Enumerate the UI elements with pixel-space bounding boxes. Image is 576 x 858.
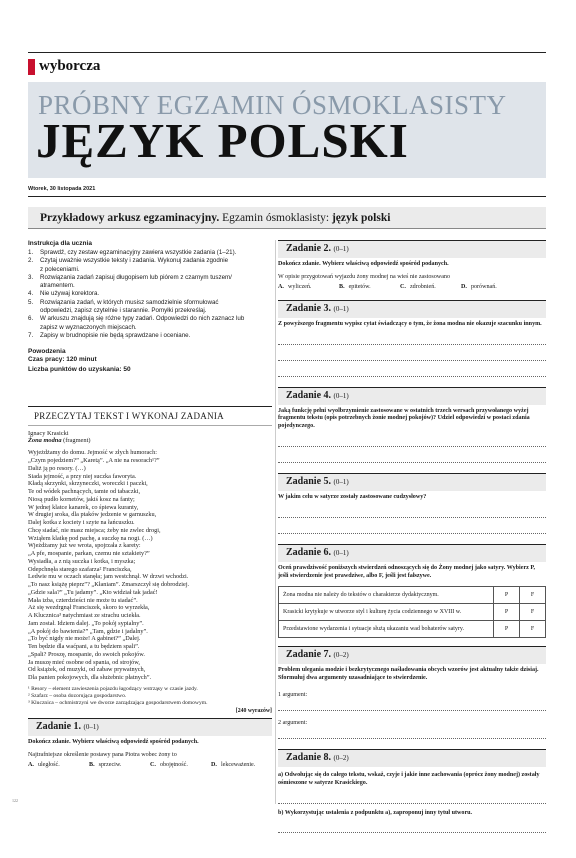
instruction-text: atramentem. bbox=[40, 282, 75, 290]
task-8 bbox=[278, 749, 546, 833]
false-option[interactable]: F bbox=[520, 604, 546, 621]
answer-line[interactable] bbox=[278, 335, 546, 345]
poem-line: Ja muszę mieć osobne od spania, od strojów, bbox=[28, 658, 140, 666]
answer-line[interactable] bbox=[278, 453, 546, 463]
true-false-table bbox=[278, 586, 546, 638]
answer-line[interactable] bbox=[278, 351, 546, 361]
statement-row bbox=[279, 621, 546, 638]
poem-line: Ledwie mu w oczach stanęła; jam westchnął. W drzwi wchodzi. bbox=[28, 573, 189, 581]
task-6 bbox=[278, 544, 546, 639]
instruction-item bbox=[28, 249, 272, 257]
task-5 bbox=[278, 473, 546, 534]
issue-date: Wtorek, 30 listopada 2021 bbox=[28, 186, 96, 192]
option-letter: C. bbox=[150, 762, 156, 769]
true-option[interactable]: P bbox=[494, 604, 520, 621]
instruction-text: Nie używaj korektora. bbox=[40, 290, 100, 298]
banner-title: JĘZYK POLSKI bbox=[36, 113, 409, 168]
instruction-item bbox=[28, 332, 272, 340]
poem-line: Dalej kotka z kociety i szyte na łańcuszku. bbox=[28, 519, 135, 527]
task-7 bbox=[278, 646, 546, 739]
instructions-list bbox=[28, 249, 272, 340]
task-8-heading bbox=[278, 749, 546, 767]
false-option[interactable]: F bbox=[520, 621, 546, 638]
task-6-question: Oceń prawdziwość poniższych stwierdzeń odnoszących się do Żony modnej jako satyry. Wybierz P, jeśli stwierdzenie jest prawdziwe, albo F, jeśli jest fałszywe. bbox=[278, 564, 536, 579]
page-number: 122 bbox=[12, 798, 18, 803]
task-2-points: (0–1) bbox=[333, 245, 349, 253]
option-letter: A. bbox=[278, 283, 284, 290]
poem-line: „To nasz książę pieprz”? „Kłaniam”. Zmarszczył się dobrodziej. bbox=[28, 581, 190, 589]
option-text: wyliczeń. bbox=[287, 283, 312, 290]
exam-header-bold: Przykładowy arkusz egzaminacyjny. bbox=[40, 212, 220, 224]
task-7-question: Problem ulegania modzie i bezkrytycznego naśladowania obcych wzorów jest aktualny także dzisiaj. Sformułuj dwa argumenty uzasadniające to stwierdzenie. bbox=[278, 667, 539, 682]
instruction-item bbox=[28, 315, 272, 323]
instruction-number: 1. bbox=[28, 249, 34, 256]
poem-line: W drugiej sroka, dla ptaków jedzenie w garnuszku, bbox=[28, 511, 157, 519]
task-2-options bbox=[278, 284, 546, 290]
instruction-item bbox=[28, 274, 272, 282]
statement-row bbox=[279, 587, 546, 604]
poem-line: „A pfe, mospanie, parkan, czemu nie sztakiety?” bbox=[28, 550, 150, 558]
task-6-heading bbox=[278, 544, 546, 562]
option-text: lekceważenie. bbox=[220, 762, 256, 769]
poem-line: „Spali? Proszę, mospanie, do swoich pokojów. bbox=[28, 650, 145, 658]
work-title-fragment: (fragment) bbox=[61, 437, 91, 445]
poem-line: W jednej klatce kanarek, co śpiewa kuranty, bbox=[28, 503, 139, 511]
poem-text bbox=[28, 449, 272, 682]
instruction-number: 2. bbox=[28, 257, 34, 265]
task-6-label: Zadanie 6. bbox=[286, 546, 332, 558]
task-1-options bbox=[28, 762, 272, 768]
right-column bbox=[278, 240, 546, 833]
option-text: sprzeciw. bbox=[98, 762, 122, 769]
poem-line: Te od wódek pachnących, tamte od tabaczki, bbox=[28, 488, 141, 496]
answer-option[interactable] bbox=[211, 762, 272, 768]
footnote: ² Szafarz – osoba dozorująca gospodarstwo. bbox=[28, 692, 127, 699]
brand-mark bbox=[28, 59, 35, 75]
poem-line: „Czym pojedziem?” „Karetą”. „A nie na resorach¹?” bbox=[28, 457, 160, 465]
instruction-text: odpowiedzi, zapisz czytelnie i starannie. Pomyłki przekreślaj. bbox=[40, 307, 207, 315]
poem-line: Chcę siadać, nie masz miejsca; żeby nie zwlec drogi, bbox=[28, 526, 161, 534]
read-text-heading: PRZECZYTAJ TEKST I WYKONAJ ZADANIA bbox=[28, 406, 272, 426]
poem-line: Jam został. Idziem dalej. „To pokój sypialny”. bbox=[28, 619, 144, 627]
poem-line: Odepchnęła starego szafarza² Franciszka, bbox=[28, 565, 132, 573]
instruction-item bbox=[28, 290, 272, 298]
footnote: ³ Klucznica – ochmistrzyni we dworze zarządzająca gospodarstwem domowym. bbox=[28, 700, 208, 707]
answer-option[interactable] bbox=[400, 284, 461, 290]
instruction-number bbox=[28, 266, 36, 274]
instruction-text: Sprawdź, czy zestaw egzaminacyjny zawiera wszystkie zadania (1–21). bbox=[40, 249, 237, 256]
statement-row bbox=[279, 604, 546, 621]
poem-line: Niosą pudło kornetów, jakiś kosz na fanty; bbox=[28, 495, 135, 503]
task-3-question: Z powyższego fragmentu wypisz cytat świadczący o tym, że żona modna nie okazuje szacunku innym. bbox=[278, 320, 542, 327]
option-text: zdrobnień. bbox=[409, 283, 436, 290]
banner-subtitle: PRÓBNY EGZAMIN ÓSMOKLASISTY bbox=[38, 90, 507, 120]
poem-line: Ten będzie dla waćpani, a tu będziem spali”. bbox=[28, 643, 140, 651]
task-7-points: (0–2) bbox=[333, 651, 349, 660]
task-4 bbox=[278, 387, 546, 463]
top-rule bbox=[28, 52, 546, 53]
exam-header-subject: język polski bbox=[331, 212, 391, 224]
answer-line[interactable] bbox=[278, 701, 546, 711]
instruction-number bbox=[28, 282, 36, 290]
task-1-heading bbox=[28, 718, 272, 736]
option-text: porównań. bbox=[470, 283, 497, 290]
false-option[interactable]: F bbox=[520, 587, 546, 604]
statement-text: Krasicki krytykuje w utworze styl i kulturę życia codziennego w XVIII w. bbox=[279, 604, 494, 621]
left-column bbox=[28, 240, 272, 768]
poem-line: „Gdzie sala?” „Tu jadamy”. „Kto widział tak jadać! bbox=[28, 588, 158, 596]
poem-line: Siada jejmość, a przy niej suczka faworyta. bbox=[28, 472, 137, 480]
poem-line: Wziąłem klatkę pod pachę, a suczkę na nogi. (…) bbox=[28, 534, 153, 542]
answer-option[interactable] bbox=[339, 284, 400, 290]
task-8-part-a: a) Odwołując się do całego tekstu, wskaż, czyje i jakie inne zachowania (oprócz żony modnej) zostały ośmieszone w satyrze Krasickiego. bbox=[278, 771, 540, 786]
column-divider bbox=[275, 240, 276, 804]
task-5-label: Zadanie 5. bbox=[286, 475, 332, 487]
task-2-question: Dokończ zdanie. Wybierz właściwą odpowiedź spośród podanych. bbox=[278, 261, 449, 267]
task-1-question: Dokończ zdanie. Wybierz właściwą odpowiedź spośród podanych. bbox=[28, 739, 199, 746]
instruction-number: 5. bbox=[28, 298, 34, 306]
task-7-label: Zadanie 7. bbox=[286, 649, 332, 661]
option-letter: B. bbox=[339, 283, 345, 290]
option-letter: B. bbox=[89, 762, 95, 769]
task-5-heading bbox=[278, 473, 546, 491]
footnote: ¹ Resory – element zawieszenia pojazdu łagodzący wstrząsy w czasie jazdy. bbox=[28, 685, 198, 692]
instruction-text: Rozwiązania zadań, w których musisz samodzielnie sformułować bbox=[40, 298, 219, 306]
statement-text: Żona modna nie należy do tekstów o charakterze dydaktycznym. bbox=[279, 587, 494, 604]
answer-line[interactable] bbox=[278, 437, 546, 447]
task-8-points: (0–2) bbox=[333, 753, 349, 762]
instruction-text: W arkuszu znajdują się różne typy zadań. Odpowiedzi do nich zaznacz lub bbox=[40, 315, 245, 323]
poem-line: Kładą skrzynki, skrzyneczki, woreczki i paczki, bbox=[28, 480, 148, 488]
answer-option[interactable] bbox=[28, 762, 89, 768]
task-1-text: Najtrafniejsze określenie postawy pana Piotra wobec żony to bbox=[28, 752, 177, 759]
answer-option[interactable] bbox=[461, 284, 522, 290]
answer-option[interactable] bbox=[150, 762, 211, 768]
task-8-part-b: b) Wykorzystując ustalenia z podpunktu a), zaproponuj inny tytuł utworu. bbox=[278, 809, 473, 816]
task-3 bbox=[278, 300, 546, 377]
task-4-question: Jaką funkcję pełni wyolbrzymienie zastosowane w ostatnich trzech wersach przywołanego wyżej fragmentu tekstu (opis potrzebnych żonie modnej pokojów)? Udziel odpowiedzi w postaci zdania pojedynczego. bbox=[278, 407, 530, 430]
answer-option[interactable] bbox=[278, 284, 339, 290]
task-1-label: Zadanie 1. bbox=[36, 721, 82, 733]
poem-line: „A pokój do bawienia?” „Tam, gdzie i jadalny”. bbox=[28, 627, 148, 635]
answer-option[interactable] bbox=[89, 762, 150, 768]
task-8-label: Zadanie 8. bbox=[286, 751, 332, 763]
instruction-text: Rozwiązania zadań zapisuj długopisem lub piórem z czarnym tuszem/ bbox=[40, 273, 232, 281]
brand-name: wyborcza bbox=[39, 58, 101, 74]
work-title bbox=[28, 437, 272, 444]
option-letter: A. bbox=[28, 762, 34, 769]
poem-line: A Klucznica³ natychmiast ze strachu uciekła. bbox=[28, 612, 141, 620]
task-5-question: W jakim celu w satyrze zostały zastosowane cudzysłowy? bbox=[278, 493, 427, 500]
task-3-label: Zadanie 3. bbox=[286, 302, 332, 314]
instruction-item bbox=[28, 266, 272, 274]
answer-line[interactable] bbox=[278, 508, 546, 518]
poem-line: Wjeżdżamy już we wrota, spojrzała z karety: bbox=[28, 542, 141, 550]
task-5-points: (0–1) bbox=[333, 477, 349, 486]
option-text: epitetów. bbox=[348, 283, 371, 290]
instruction-text: Zapisy w brudnopisie nie będą sprawdzane i oceniane. bbox=[40, 331, 191, 339]
task-2-heading bbox=[278, 240, 546, 258]
answer-line[interactable] bbox=[278, 367, 546, 377]
poem-line: Aż się wezdrgnął Franciszek, skoro to wyrzekła, bbox=[28, 604, 150, 612]
task-4-points: (0–1) bbox=[333, 391, 349, 400]
poem-line: Wyjeżdżamy do domu. Jejmość w złych humorach: bbox=[28, 449, 157, 457]
option-letter: C. bbox=[400, 283, 406, 290]
footnotes bbox=[28, 686, 272, 708]
poem-line: Wysiadła, a z nią suczka i kotka, i myszka; bbox=[28, 557, 136, 565]
instruction-number: 6. bbox=[28, 315, 34, 323]
title-banner bbox=[28, 82, 546, 178]
task-2-text: W opisie przygotowań wyjazdu żony modnej na wieś nie zastosowano bbox=[278, 273, 450, 280]
instruction-text: Czytaj uważnie wszystkie teksty i zadania. Wykonuj zadania zgodnie bbox=[40, 257, 229, 265]
task-2-label: Zadanie 2. bbox=[286, 243, 332, 254]
task-3-heading bbox=[278, 300, 546, 318]
poem-line: „To być nigdy nie może! A gabinet?” „Dalej. bbox=[28, 635, 141, 643]
points-total: Liczba punktów do uzyskania: 50 bbox=[28, 366, 131, 374]
task-6-points: (0–1) bbox=[333, 548, 349, 557]
answer-line[interactable] bbox=[278, 794, 546, 804]
instruction-item bbox=[28, 324, 272, 332]
poem-line: Od książek, od muzyki, od zabaw prywatnych, bbox=[28, 666, 146, 674]
true-option[interactable]: P bbox=[494, 621, 520, 638]
divider bbox=[28, 196, 546, 197]
brand-logo bbox=[28, 58, 100, 75]
option-text: uległość. bbox=[37, 762, 60, 769]
task-4-label: Zadanie 4. bbox=[286, 389, 332, 401]
answer-line[interactable] bbox=[278, 524, 546, 534]
exam-header bbox=[28, 207, 546, 229]
instruction-item bbox=[28, 257, 272, 265]
poem-line: Daliż ją po resory. (…) bbox=[28, 464, 86, 472]
task-1-points: (0–1) bbox=[83, 723, 99, 732]
instruction-number: 4. bbox=[28, 290, 34, 298]
instruction-item bbox=[28, 307, 272, 315]
task-2 bbox=[278, 240, 546, 290]
time-limit: Czas pracy: 120 minut bbox=[28, 356, 97, 364]
work-title-name: Żona modna bbox=[28, 437, 62, 445]
option-letter: D. bbox=[211, 762, 217, 769]
answer-line[interactable] bbox=[278, 823, 546, 833]
argument-1-label: 1 argument: bbox=[278, 691, 308, 698]
instruction-text: z poleceniami. bbox=[40, 265, 80, 273]
task-4-heading bbox=[278, 387, 546, 405]
word-count: [240 wyrazów] bbox=[235, 708, 272, 715]
instructions-title: Instrukcja dla ucznia bbox=[28, 240, 92, 247]
instruction-item bbox=[28, 299, 272, 307]
instruction-number bbox=[28, 307, 36, 315]
option-letter: D. bbox=[461, 283, 467, 290]
exam-header-normal: Egzamin ósmoklasisty: bbox=[219, 212, 332, 224]
instruction-item bbox=[28, 282, 272, 290]
instruction-text: zapisz w wyznaczonych miejscach. bbox=[40, 323, 137, 331]
author: Ignacy Krasicki bbox=[28, 430, 69, 438]
instruction-number: 7. bbox=[28, 331, 34, 339]
task-7-heading bbox=[278, 646, 546, 664]
answer-line[interactable] bbox=[278, 729, 546, 739]
argument-2-label: 2 argument: bbox=[278, 719, 308, 726]
good-luck: Powodzenia bbox=[28, 348, 66, 356]
true-option[interactable]: P bbox=[494, 587, 520, 604]
poem-line: Mała izba, czterdzieści nie może tu siadać”. bbox=[28, 596, 138, 604]
statement-text: Przedstawione wydarzenia i sytuacje służą ukazaniu wad bohaterów satyry. bbox=[279, 621, 494, 638]
instruction-number: 3. bbox=[28, 273, 34, 281]
option-text: obojętność. bbox=[159, 762, 188, 769]
poem-line: Dla panien pokojowych, dla służebnic płatnych”. bbox=[28, 674, 152, 682]
task-1 bbox=[28, 718, 272, 768]
instruction-number bbox=[28, 324, 36, 332]
task-3-points: (0–1) bbox=[333, 304, 349, 313]
